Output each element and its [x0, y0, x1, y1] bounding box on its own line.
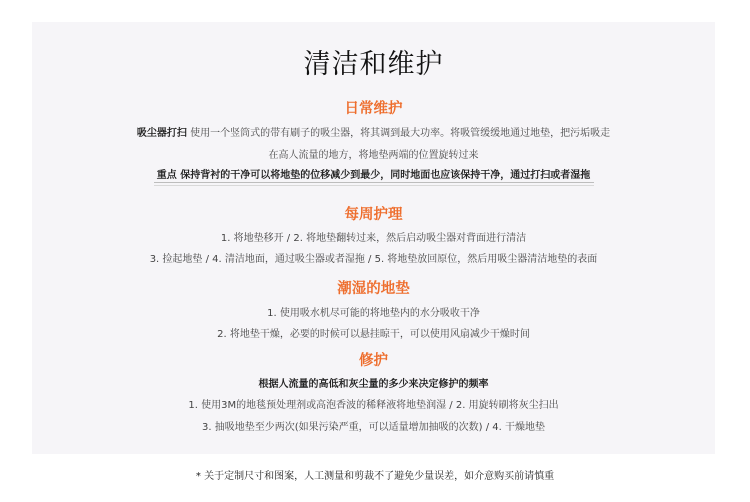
weekly-heading: 每周护理 — [344, 207, 403, 223]
key-underline-2 — [154, 185, 594, 186]
damp-line-2: 2. 将地垫干燥，必要的时候可以悬挂晾干，可以使用风扇减少干燥时间 — [217, 329, 530, 340]
page-title: 清洁和维护 — [303, 49, 444, 80]
weekly-line-1: 1. 将地垫移开 / 2. 将地垫翻转过来，然后启动吸尘器对背面进行清洁 — [220, 233, 527, 244]
repair-intro: 根据人流量的高低和灰尘量的多少来决定修护的频率 — [258, 379, 489, 390]
weekly-line-2: 3. 捡起地垫 / 4. 清洁地面，通过吸尘器或者湿拖 / 5. 将地垫放回原位，然后用吸尘器清洁地垫的表面 — [149, 254, 598, 265]
daily-heading: 日常维护 — [344, 101, 403, 117]
vacuum-text: 使用一个竖筒式的带有刷子的吸尘器，将其调到最大功率。将吸管缓缓地通过地垫，把污垢吸走 — [186, 128, 611, 139]
daily-key-line — [32, 166, 715, 181]
damp-heading: 潮湿的地垫 — [337, 281, 410, 297]
repair-line-1: 1. 使用3M的地毯预处理剂或高泡香波的稀释液将地垫润湿 / 2. 用旋转刷将灰尘扫出 — [188, 400, 559, 411]
daily-line-2: 在高人流量的地方，将地垫两端的位置旋转过来 — [268, 150, 479, 161]
care-panel — [32, 22, 715, 454]
repair-line-2: 3. 抽吸地垫至少两次(如果污染严重，可以适量增加抽吸的次数) / 4. 干燥地垫 — [202, 422, 545, 433]
key-text: 保持背衬的干净可以将地垫的位移减少到最少，同时地面也应该保持干净，通过打扫或者湿拖 — [176, 170, 591, 181]
footnote: * 关于定制尺寸和图案，人工测量和剪裁不了避免少量误差，如介意购买前请慎重 — [195, 471, 555, 482]
vacuum-label: 吸尘器打扫 — [136, 128, 187, 139]
daily-line-1 — [32, 124, 715, 139]
key-label: 重点 — [156, 170, 177, 181]
repair-heading: 修护 — [359, 353, 388, 369]
key-underline — [154, 182, 594, 183]
damp-line-1: 1. 使用吸水机尽可能的将地垫内的水分吸收干净 — [267, 308, 480, 319]
